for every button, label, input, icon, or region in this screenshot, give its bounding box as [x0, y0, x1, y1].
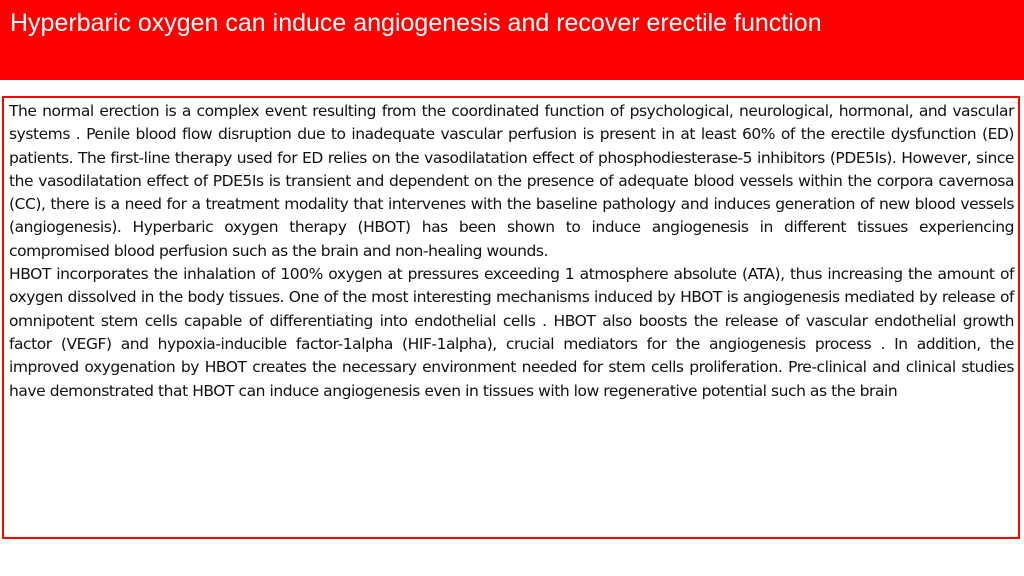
slide-title: Hyperbaric oxygen can induce angiogenesis and recover erectile function — [10, 9, 822, 37]
title-bar — [0, 0, 1024, 80]
content-box — [2, 96, 1020, 539]
paragraph-erection-overview: The normal erection is a complex event resulting from the coordinated function of psychological, neurological, hormonal, and vascular systems . Penile blood flow disruption due to inadequate vascular perfusion is present in at least 60% of the erectile dysfunction (ED) patients. The first-line therapy used for ED relies on the vasodilatation effect of phosphodiesterase-5 inhibitors (PDE5Is). However, since the vasodilatation effect of PDE5Is is transient and dependent on the presence of adequate blood vessels within the corpora cavernosa (CC), there is a need for a treatment modality that intervenes with the baseline pathology and induces generation of new blood vessels (angiogenesis). Hyperbaric oxygen therapy (HBOT) has been shown to induce angiogenesis in different tissues experiencing compromised blood perfusion such as the brain and non-healing wounds. — [9, 102, 1014, 260]
paragraph-hbot-mechanism: HBOT incorporates the inhalation of 100% oxygen at pressures exceeding 1 atmosphere absolute (ATA), thus increasing the amount of oxygen dissolved in the body tissues. One of the most interesting mechanisms induced by HBOT is angiogenesis mediated by release of omnipotent stem cells capable of differentiating into endothelial cells . HBOT also boosts the release of vascular endothelial growth factor (VEGF) and hypoxia-inducible factor-1alpha (HIF-1alpha), crucial mediators for the angiogenesis process . In addition, the improved oxygenation by HBOT creates the necessary environment needed for stem cells proliferation. Pre-clinical and clinical studies have demonstrated that HBOT can induce angiogenesis even in tissues with low regenerative potential such as the brain — [9, 265, 1014, 400]
